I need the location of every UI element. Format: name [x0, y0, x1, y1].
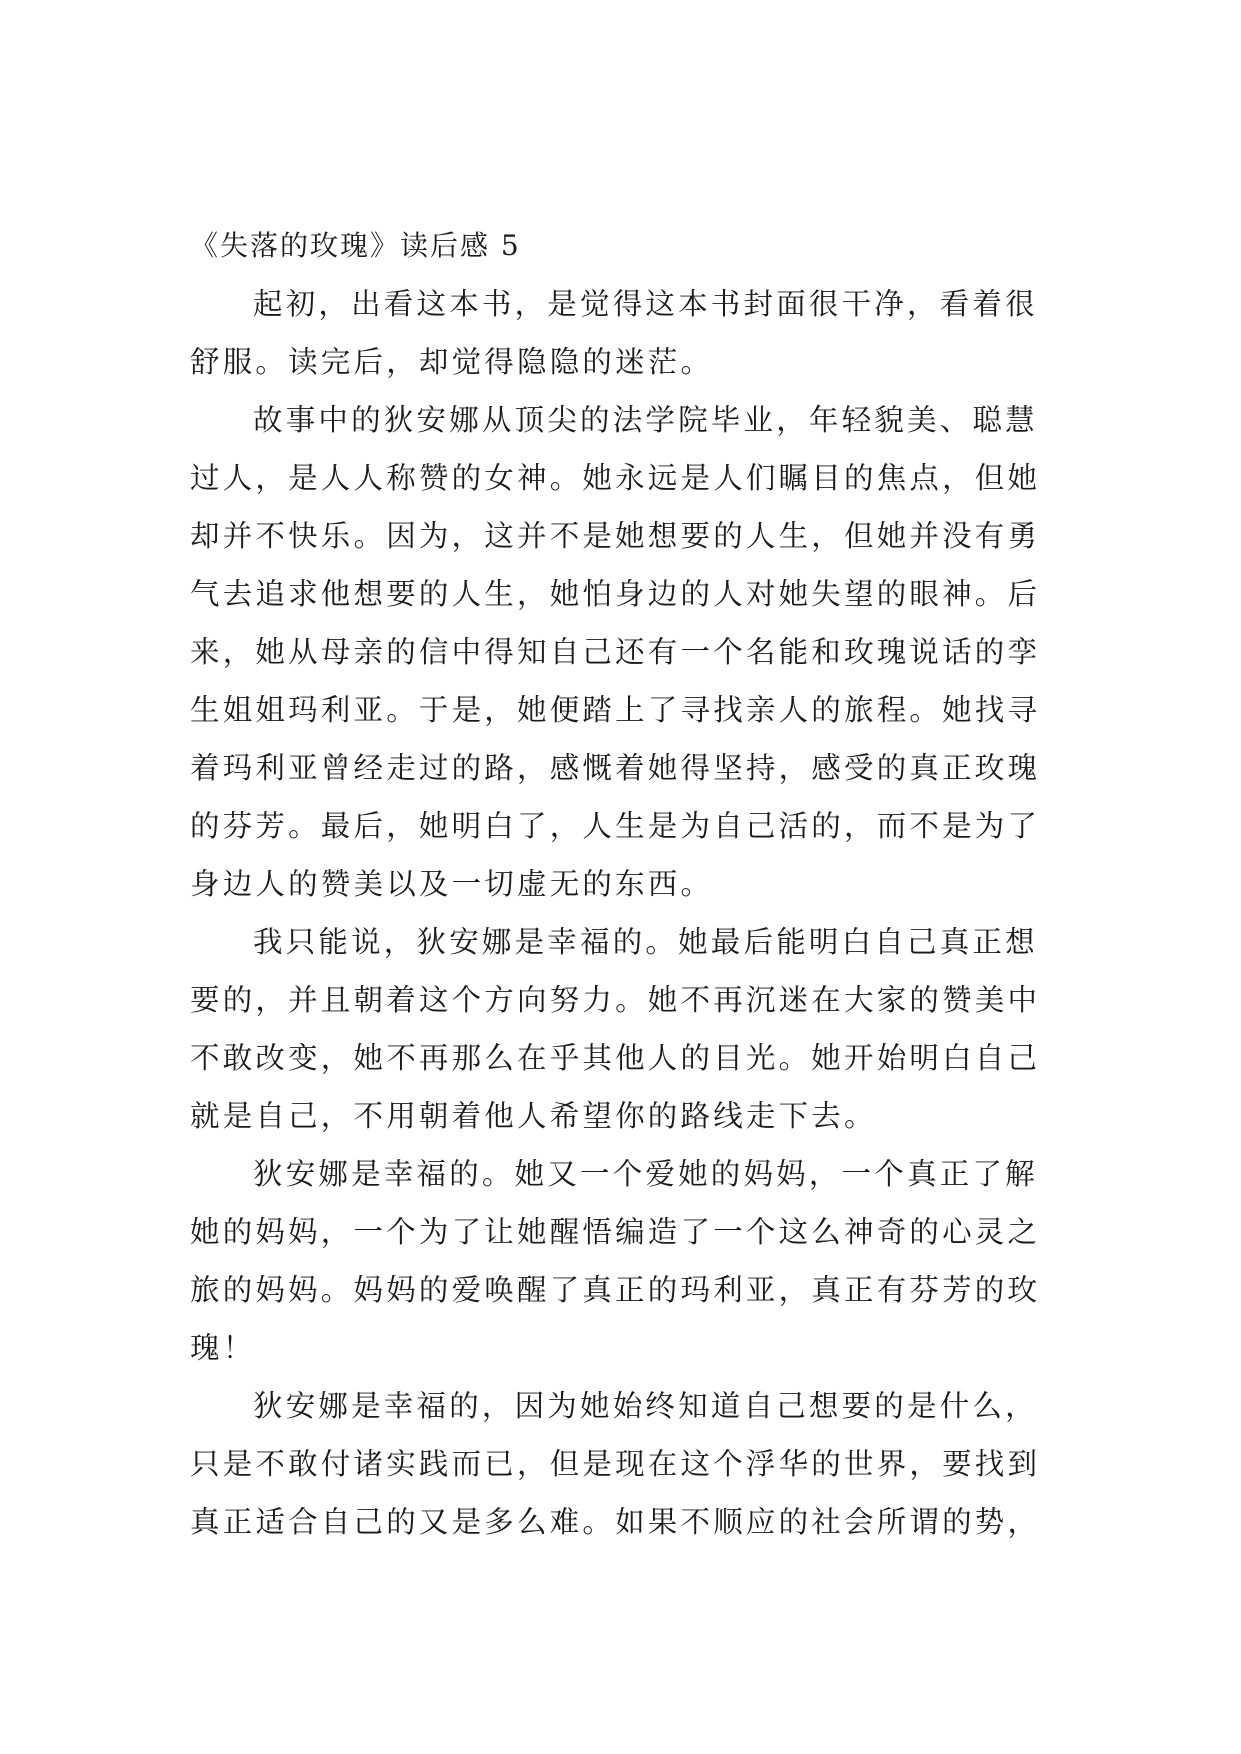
paragraph-line: 就是自己，不用朝着他人希望你的路线走下去。 [190, 1099, 877, 1133]
paragraph-line: 真正适合自己的又是多么难。如果不顺应的社会所谓的势， [190, 1505, 1041, 1539]
paragraph-line: 不敢改变，她不再那么在乎其他人的目光。她开始明白自己 [190, 1041, 1041, 1075]
paragraph-line: 她的妈妈，一个为了让她醒悟编造了一个这么神奇的心灵之 [190, 1215, 1041, 1249]
document-title: 《失落的玫瑰》读后感 5 [190, 229, 521, 262]
paragraph-line: 旅的妈妈。妈妈的爱唤醒了真正的玛利亚，真正有芬芳的玫 [190, 1273, 1041, 1307]
paragraph-line: 我只能说，狄安娜是幸福的。她最后能明白自己真正想 [253, 925, 1038, 959]
paragraph-line: 狄安娜是幸福的。她又一个爱她的妈妈，一个真正了解 [253, 1157, 1038, 1191]
paragraph-line: 的芬芳。最后，她明白了，人生是为自己活的，而不是为了 [190, 809, 1041, 843]
paragraph-line: 舒服。读完后，却觉得隐隐的迷茫。 [190, 345, 714, 379]
paragraph-line: 要的，并且朝着这个方向努力。她不再沉迷在大家的赞美中 [190, 983, 1041, 1017]
paragraph-line: 起初，出看这本书，是觉得这本书封面很干净，看着很 [253, 287, 1038, 321]
paragraph-line: 故事中的狄安娜从顶尖的法学院毕业，年轻貌美、聪慧 [253, 403, 1038, 437]
paragraph-line: 来，她从母亲的信中得知自己还有一个名能和玫瑰说话的孪 [190, 635, 1041, 669]
paragraph-line: 只是不敢付诸实践而已，但是现在这个浮华的世界，要找到 [190, 1447, 1041, 1481]
paragraph-line: 过人，是人人称赞的女神。她永远是人们瞩目的焦点，但她 [190, 461, 1041, 495]
paragraph-line: 瑰！ [190, 1331, 256, 1365]
paragraph-line: 生姐姐玛利亚。于是，她便踏上了寻找亲人的旅程。她找寻 [190, 693, 1041, 727]
paragraph-line: 气去追求他想要的人生，她怕身边的人对她失望的眼神。后 [190, 577, 1041, 611]
paragraph-line: 着玛利亚曾经走过的路，感慨着她得坚持，感受的真正玫瑰 [190, 751, 1041, 785]
paragraph-line: 身边人的赞美以及一切虚无的东西。 [190, 867, 714, 901]
paragraph-line: 却并不快乐。因为，这并不是她想要的人生，但她并没有勇 [190, 519, 1041, 553]
paragraph-line: 狄安娜是幸福的，因为她始终知道自己想要的是什么， [253, 1389, 1038, 1423]
